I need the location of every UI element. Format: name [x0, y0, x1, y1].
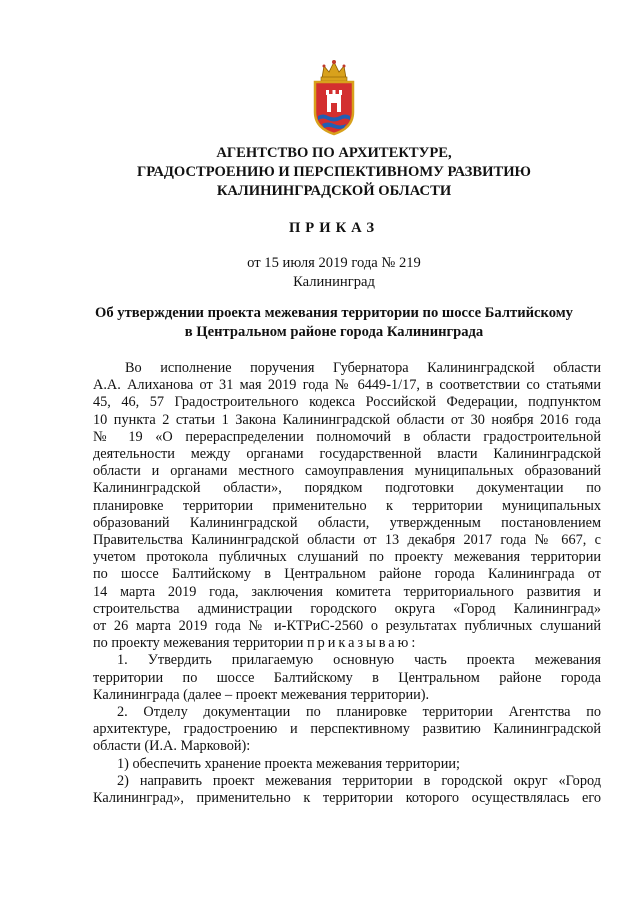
order-body [93, 360, 601, 807]
body-line: территории по шоссе Балтийскому в Центральном районе города [93, 669, 601, 686]
body-line: деятельности между органами государственной власти Калининградской [93, 446, 601, 463]
body-line: от 26 марта 2019 года № и-КТРиС-2560 о результатах публичных слушаний [93, 618, 601, 635]
body-line: 14 марта 2019 года, заключения комитета территориального развития и [93, 583, 601, 600]
body-line: по шоссе Балтийскому в Центральном районе города Калининграда от [93, 566, 601, 583]
body-line: строительства администрации городского округа «Город Калининград» [93, 600, 601, 617]
body-line: 45, 46, 57 Градостроительного кодекса Российской Федерации, подпунктом [93, 394, 601, 411]
body-line: 2. Отделу документации по планировке территории Агентства по [117, 704, 601, 721]
body-line: архитектуре, градостроению и перспективному развитию Калининградской [93, 721, 601, 738]
body-line: № 19 «О перераспределении полномочий в области градостроительной [93, 428, 601, 445]
subject-line-1: Об утверждении проекта межевания территории по шоссе Балтийскому [95, 305, 573, 321]
agency-name [60, 144, 608, 201]
subject-line-2: в Центральном районе города Калининграда [184, 324, 484, 340]
order-subject [60, 304, 608, 342]
body-line: области (И.А. Марковой): [93, 738, 251, 755]
body-line: 2) направить проект межевания территории в городской округ «Город [117, 772, 601, 789]
body-line: Калининграда (далее – проект межевания территории). [93, 686, 430, 703]
body-line: 10 пункта 2 статьи 1 Закона Калининградской области от 30 ноября 2016 года [93, 411, 601, 428]
body-line: 1) обеспечить хранение проекта межевания территории; [117, 755, 460, 772]
body-line: Калининград», применительно к территории которого осуществлялась его [93, 790, 601, 807]
body-line: Во исполнение поручения Губернатора Калининградской области [125, 360, 601, 376]
body-line-tail: по проекту межевания территории [93, 635, 304, 652]
document-type: ПРИКАЗ [288, 220, 380, 236]
body-line: образований Калининградской области, утвержденным постановлением [93, 514, 601, 531]
issue-city: Калининград [293, 274, 375, 290]
agency-line-3: КАЛИНИНГРАДСКОЙ ОБЛАСТИ [216, 183, 452, 199]
order-date-number: от 15 июля 2019 года № 219 [247, 255, 421, 271]
kaliningrad-coat-of-arms-icon [312, 58, 356, 136]
body-line: 1. Утвердить прилагаемую основную часть проекта межевания [117, 652, 601, 669]
body-line: А.А. Алиханова от 31 мая 2019 года № 6449-1/17, в соответствии со статьями [93, 377, 601, 394]
body-line: учетом протокола публичных слушаний по проекту межевания территории [93, 549, 601, 566]
agency-line-2: ГРАДОСТРОЕНИЮ И ПЕРСПЕКТИВНОМУ РАЗВИТИЮ [137, 164, 531, 180]
body-line: Правительства Калининградской области от 13 декабря 2017 года № 667, с [93, 532, 601, 549]
body-line: планировке территории применительно к территории муниципальных [93, 497, 601, 514]
order-word: приказываю: [306, 635, 419, 652]
document-meta [60, 254, 608, 292]
body-line: области и органами местного самоуправления муниципальных образований [93, 463, 601, 480]
agency-line-1: АГЕНТСТВО ПО АРХИТЕКТУРЕ, [216, 145, 452, 161]
body-line: Калининградской области», порядком подготовки документации по [93, 480, 601, 497]
body-line-order [93, 635, 601, 652]
